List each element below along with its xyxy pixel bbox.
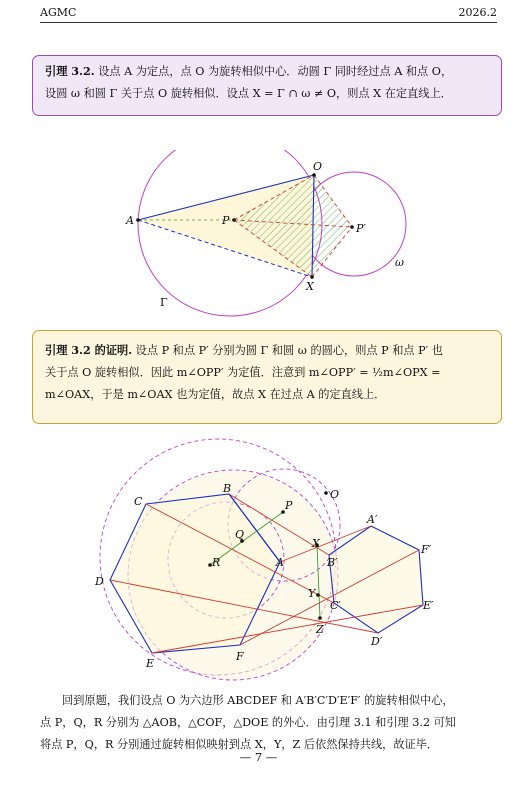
label-pp: P′ bbox=[356, 222, 366, 235]
point-o bbox=[312, 173, 316, 177]
lemma-line-2: 设圆 ω 和圆 Γ 关于点 O 旋转相似．设点 X = Γ ∩ ω ≠ O，则点 X 在定直线上． bbox=[45, 87, 452, 100]
label-dp2: D′ bbox=[371, 635, 383, 648]
point-pp bbox=[350, 225, 354, 229]
figure-hexagons bbox=[0, 435, 517, 685]
label-q2: Q bbox=[235, 528, 245, 541]
header-right: 2026.2 bbox=[458, 6, 497, 19]
proof-line-1 bbox=[45, 339, 489, 362]
label-d2: D bbox=[95, 575, 104, 588]
label-p2: P bbox=[285, 499, 293, 512]
hexagon-apbpcpdpepfp bbox=[329, 526, 423, 633]
label-c2: C bbox=[134, 495, 143, 508]
proof-line-3: m∠OAX，于是 m∠OAX 也为定值，故点 X 在过点 A 的定直线上． bbox=[45, 388, 386, 401]
page-number: — 7 — bbox=[239, 750, 278, 764]
label-ep2: E′ bbox=[423, 599, 434, 612]
lemma-box bbox=[32, 55, 502, 116]
label-a: A bbox=[126, 214, 134, 227]
point-p bbox=[232, 218, 236, 222]
label-e2: E bbox=[146, 657, 155, 670]
point-x bbox=[310, 275, 314, 279]
label-cp2: C′ bbox=[330, 599, 341, 612]
para-line-1 bbox=[40, 690, 502, 712]
label-y2: Y bbox=[308, 587, 316, 600]
label-b2: B bbox=[223, 482, 232, 495]
figure-lemma bbox=[0, 150, 517, 320]
label-x: X bbox=[306, 280, 314, 293]
label-gamma: Γ bbox=[160, 296, 168, 309]
label-bp2: B′ bbox=[327, 556, 338, 569]
point-y2 bbox=[316, 593, 320, 597]
para-text-1: 回到原题，我们设点 O 为六边形 ABCDEF 和 A′B′C′D′E′F′ 的旋转相似中心， bbox=[62, 694, 454, 707]
point-z2 bbox=[318, 616, 322, 620]
para-line-3: 将点 P，Q，R 分别通过旋转相似映射到点 X，Y，Z 后依然保持共线，故证毕． bbox=[40, 738, 439, 751]
point-o2 bbox=[324, 491, 328, 495]
proof-title: 引理 3.2 的证明. bbox=[45, 343, 133, 357]
label-p: P bbox=[222, 214, 230, 227]
label-ap2: A′ bbox=[367, 513, 378, 526]
label-a2: A bbox=[276, 556, 284, 569]
label-f2: F bbox=[236, 650, 244, 663]
proof-box bbox=[32, 330, 502, 424]
lemma-line-1 bbox=[45, 60, 489, 83]
label-x2: X bbox=[312, 537, 320, 550]
label-o2: O bbox=[330, 488, 340, 501]
label-omega: ω bbox=[395, 256, 404, 269]
point-a bbox=[136, 218, 140, 222]
label-r2: R bbox=[212, 556, 221, 569]
page-header bbox=[40, 6, 497, 23]
label-z2: Z bbox=[316, 623, 324, 636]
lemma-text-1: 设点 A 为定点，点 O 为旋转相似中心．动圆 Γ 同时经过点 A 和点 O， bbox=[98, 65, 453, 78]
lemma-title: 引理 3.2. bbox=[45, 64, 95, 78]
label-o: O bbox=[313, 160, 323, 173]
label-fp2: F′ bbox=[421, 543, 432, 556]
conclusion-paragraph bbox=[40, 690, 502, 756]
proof-line-2: 关于点 O 旋转相似．因此 m∠OPP′ 为定值．注意到 m∠OPP′ = ½m∠OPX = bbox=[45, 366, 441, 379]
para-line-2: 点 P，Q，R 分别为 △AOB，△COF，△DOE 的外心．由引理 3.1 和引理 3.2 可知 bbox=[40, 716, 456, 729]
proof-text-1: 设点 P 和点 P′ 分别为圆 Γ 和圆 ω 的圆心，则点 P 和点 P′ 也 bbox=[135, 344, 443, 357]
header-left: AGMC bbox=[40, 6, 77, 19]
